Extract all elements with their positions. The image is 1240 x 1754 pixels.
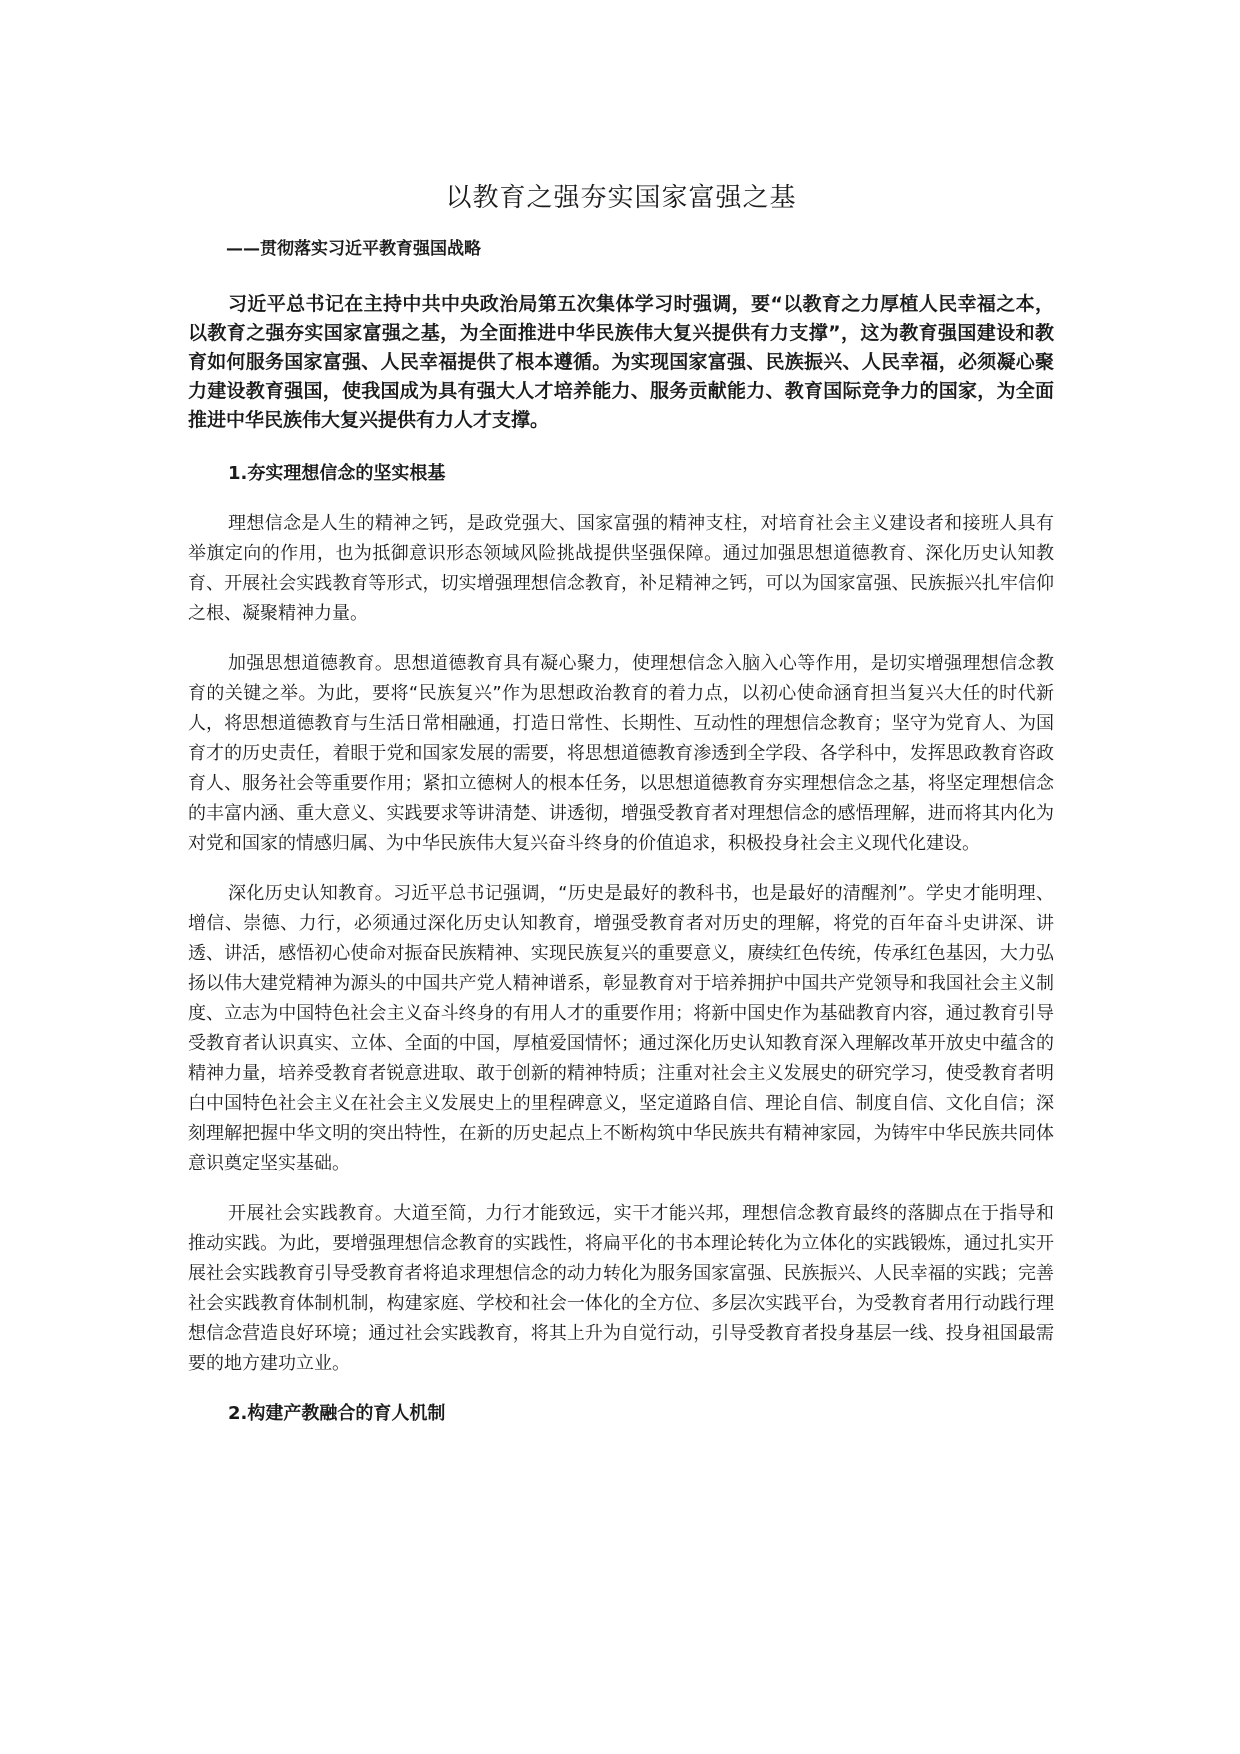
section-heading-2: 2.构建产教融合的育人机制 xyxy=(228,1403,446,1424)
body-paragraph: 加强思想道德教育。思想道德教育具有凝心聚力，使理想信念入脑入心等作用，是切实增强理想信念教育的关键之举。为此，要将“民族复兴”作为思想政治教育的着力点，以初心使命涵育担当复兴大任的时代新人，将思想道德教育与生活日常相融通，打造日常性、长期性、互动性的理想信念教育；坚守为党育人、为国育才的历史责任，着眼于党和国家发展的需要，将思想道德教育渗透到全学段、各学科中，发挥思政教育咨政育人、服务社会等重要作用；紧扣立德树人的根本任务，以思想道德教育夯实理想信念之基，将坚定理想信念的丰富内涵、重大意义、实践要求等讲清楚、讲透彻，增强受教育者对理想信念的感悟理解，进而将其内化为对党和国家的情感归属、为中华民族伟大复兴奋斗终身的价值追求，积极投身社会主义现代化建设。 xyxy=(188,653,1054,854)
section-heading-1: 1.夯实理想信念的坚实根基 xyxy=(228,463,446,484)
body-paragraph: 开展社会实践教育。大道至简，力行才能致远，实干才能兴邦，理想信念教育最终的落脚点在于指导和推动实践。为此，要增强理想信念教育的实践性，将扁平化的书本理论转化为立体化的实践锻炼，通过扎实开展社会实践教育引导受教育者将追求理想信念的动力转化为服务国家富强、民族振兴、人民幸福的实践；完善社会实践教育体制机制，构建家庭、学校和社会一体化的全方位、多层次实践平台，为受教育者用行动践行理想信念营造良好环境；通过社会实践教育，将其上升为自觉行动，引导受教育者投身基层一线、投身祖国最需要的地方建功立业。 xyxy=(188,1203,1054,1374)
body-paragraph: 理想信念是人生的精神之钙，是政党强大、国家富强的精神支柱，对培育社会主义建设者和接班人具有举旗定向的作用，也为抵御意识形态领域风险挑战提供坚强保障。通过加强思想道德教育、深化历史认知教育、开展社会实践教育等形式，切实增强理想信念教育，补足精神之钙，可以为国家富强、民族振兴扎牢信仰之根、凝聚精神力量。 xyxy=(188,513,1054,624)
body-paragraph: 深化历史认知教育。习近平总书记强调，“历史是最好的教科书，也是最好的清醒剂”。学史才能明理、增信、崇德、力行，必须通过深化历史认知教育，增强受教育者对历史的理解，将党的百年奋斗史讲深、讲透、讲活，感悟初心使命对振奋民族精神、实现民族复兴的重要意义，赓续红色传统，传承红色基因，大力弘扬以伟大建党精神为源头的中国共产党人精神谱系，彰显教育对于培养拥护中国共产党领导和我国社会主义制度、立志为中国特色社会主义奋斗终身的有用人才的重要作用；将新中国史作为基础教育内容，通过教育引导受教育者认识真实、立体、全面的中国，厚植爱国情怀；通过深化历史认知教育深入理解改革开放史中蕴含的精神力量，培养受教育者锐意进取、敢于创新的精神特质；注重对社会主义发展史的研究学习，使受教育者明白中国特色社会主义在社会主义发展史上的里程碑意义，坚定道路自信、理论自信、制度自信、文化自信；深刻理解把握中华文明的突出特性，在新的历史起点上不断构筑中华民族共有精神家园，为铸牢中华民族共同体意识奠定坚实基础。 xyxy=(188,883,1054,1174)
document-page xyxy=(188,178,1054,1449)
lead-paragraph: 习近平总书记在主持中共中央政治局第五次集体学习时强调，要“以教育之力厚植人民幸福之本，以教育之强夯实国家富强之基，为全面推进中华民族伟大复兴提供有力支撑”，这为教育强国建设和教育如何服务国家富强、人民幸福提供了根本遵循。为实现国家富强、民族振兴、人民幸福，必须凝心聚力建设教育强国，使我国成为具有强大人才培养能力、服务贡献能力、教育国际竞争力的国家，为全面推进中华民族伟大复兴提供有力人才支撑。 xyxy=(188,293,1054,431)
article-subtitle: ——贯彻落实习近平教育强国战略 xyxy=(226,239,481,259)
article-title: 以教育之强夯实国家富强之基 xyxy=(445,183,797,213)
